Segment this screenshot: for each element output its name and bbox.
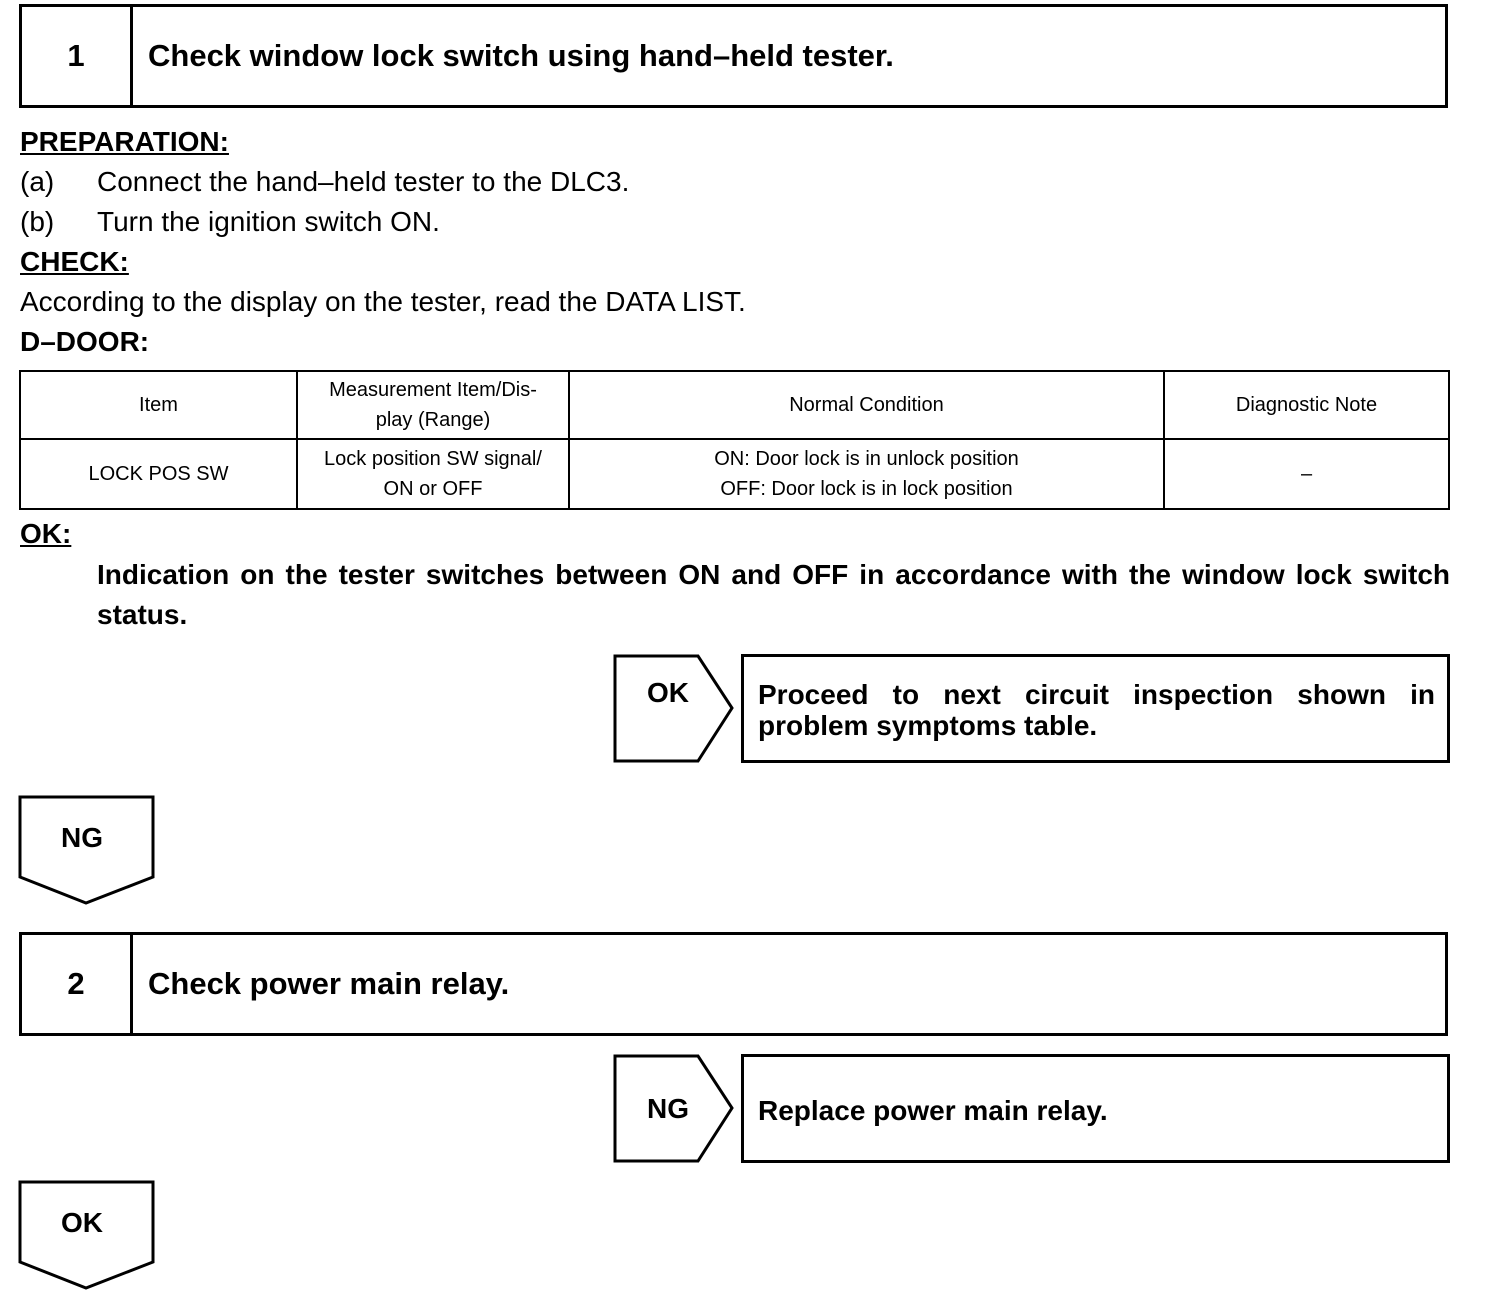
cell-note: – [1164,439,1449,509]
cell-condition [569,439,1164,509]
flow2-ok-tag: OK [61,1207,103,1238]
data-list-table [19,370,1450,510]
step-2-title: Check power main relay. [148,966,510,1001]
ok-heading: OK: [20,518,72,549]
step-2-number: 2 [22,935,133,1033]
flow1-ok-result-text: Proceed to next circuit inspection shown in problem symptoms table. [758,679,1435,741]
table-row [20,439,1449,509]
flow2-ng-result-box [741,1054,1450,1163]
cell-condition-line2: OFF: Door lock is in lock position [720,478,1013,500]
flow1-ok-result-box [741,654,1450,763]
prep-item-a-label: (a) [20,166,55,197]
preparation-heading: PREPARATION: [20,126,229,157]
cell-measurement-line1: Lock position SW signal/ [324,448,542,470]
prep-item-b-text: Turn the ignition switch ON. [97,206,440,237]
prep-item-a-text: Connect the hand–held tester to the DLC3. [97,166,630,197]
cell-measurement [297,439,569,509]
flow2-ng-result-text: Replace power main relay. [758,1095,1108,1126]
flow1-ng-tag: NG [61,822,103,853]
check-heading: CHECK: [20,246,129,277]
flow2-ng-tag: NG [647,1093,689,1124]
step-1-title: Check window lock switch using hand–held tester. [148,38,894,73]
ddoor-heading: D–DOOR: [20,326,150,357]
cell-item: LOCK POS SW [20,439,297,509]
header-diagnostic-note: Diagnostic Note [1164,371,1449,439]
check-text: According to the display on the tester, read the DATA LIST. [20,286,746,317]
step-1-box [19,4,1448,108]
header-measurement: Measurement Item/Dis- play (Range) [297,371,569,439]
ok-criteria-text: Indication on the tester switches between ON and OFF in accordance with the window lock switch status. [97,559,1450,630]
step-2-box [19,932,1448,1036]
step-1-number: 1 [22,7,133,105]
header-normal-condition: Normal Condition [569,371,1164,439]
flow1-ok-tag: OK [647,677,689,708]
prep-item-b-label: (b) [20,206,55,237]
table-header-row [20,371,1449,439]
header-item: Item [20,371,297,439]
cell-measurement-line2: ON or OFF [383,478,483,500]
ok-arrow-shape [613,654,737,764]
cell-condition-line1: ON: Door lock is in unlock position [714,448,1019,470]
